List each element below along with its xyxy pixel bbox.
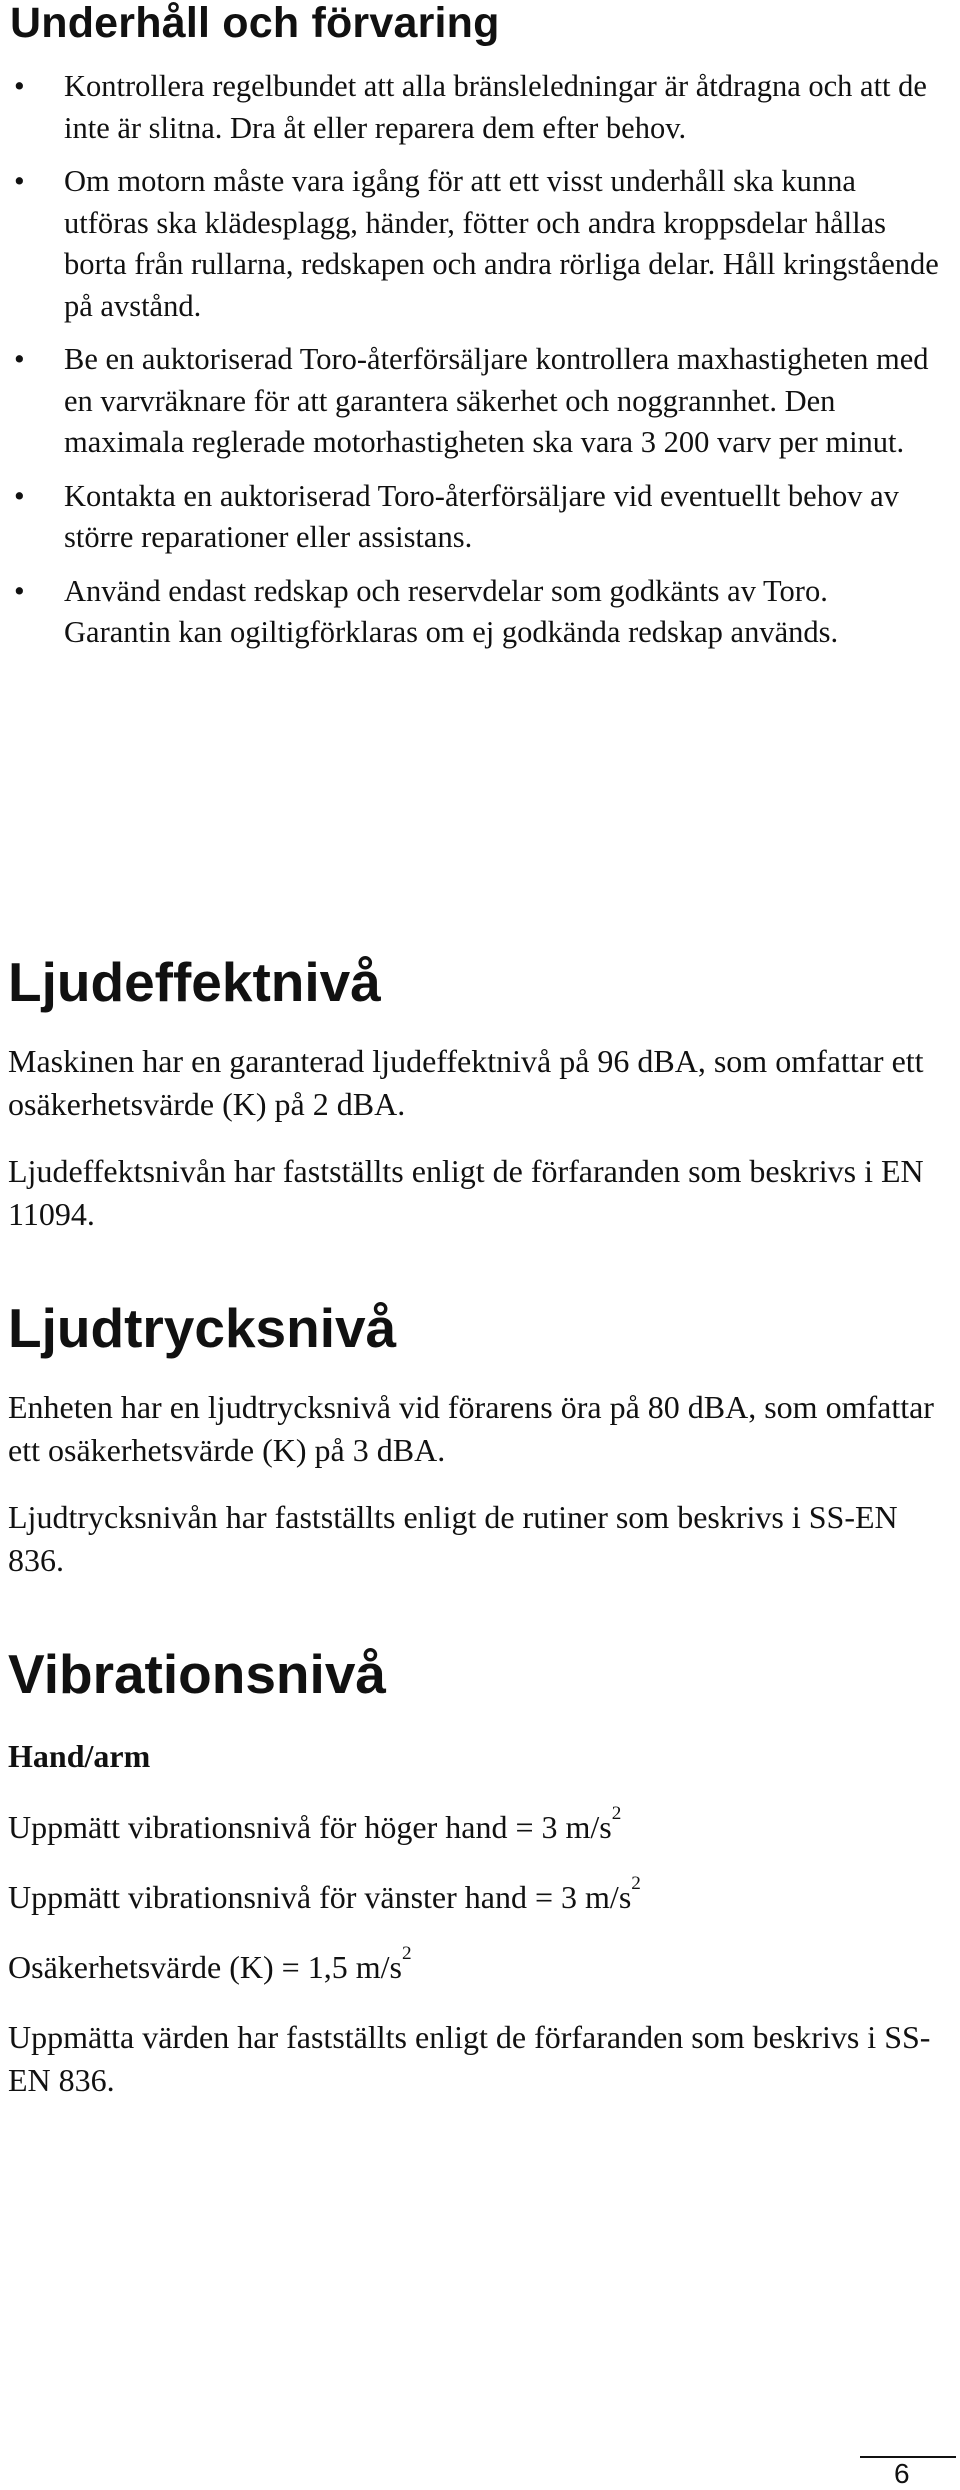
right-hand-vibration: Uppmätt vibrationsnivå för höger hand = 3 $m/s^2$	[8, 1802, 622, 1845]
left-hand-vibration: Uppmätt vibrationsnivå för vänster hand = 3 $m/s^2$	[8, 1872, 641, 1915]
sound-power-paragraph: Maskinen har en garanterad ljudeffektnivå på 96 dBA, som omfattar ett osäkerhetsvärde (K) på 2 dBA.	[8, 1043, 924, 1122]
list-item	[0, 571, 940, 654]
list-item	[0, 476, 940, 559]
bullet-text: Om motorn måste vara igång för att ett visst underhåll ska kunna utföras ska klädesplagg, händer, fötter och andra kroppsdelar hållas borta från rullarna, redskapen och andra rörliga delar. Håll kringstående på avstånd.	[64, 164, 939, 323]
vibration-method-paragraph: Uppmätta värden har fastställts enligt de förfaranden som beskrivs i SS-EN 836.	[8, 2019, 931, 2098]
bullet-icon: •	[14, 164, 25, 198]
sound-pressure-heading: Ljudtrycksnivå	[8, 1297, 397, 1359]
sound-pressure-paragraph: Enheten har en ljudtrycksnivå vid förarens öra på 80 dBA, som omfattar ett osäkerhetsvärde (K) på 3 dBA.	[8, 1389, 934, 1468]
maintenance-heading: Underhåll och förvaring	[10, 0, 500, 47]
bullet-text: Be en auktoriserad Toro-återförsäljare kontrollera maxhastigheten med en varvräknare för att garantera säkerhet och noggrannhet. Den maximala reglerade motorhastigheten ska vara 3 200 varv per minut.	[64, 342, 929, 459]
bullet-icon: •	[14, 69, 25, 103]
list-item	[0, 66, 940, 149]
maintenance-bullet-list	[0, 66, 940, 666]
list-item	[0, 339, 940, 464]
bullet-icon: •	[14, 342, 25, 376]
bullet-icon: •	[14, 573, 25, 608]
vibration-heading: Vibrationsnivå	[8, 1643, 386, 1705]
bullet-text: Använd endast redskap och reservdelar som godkänts av Toro. Garantin kan ogiltigförklaras om ej godkända redskap används.	[64, 573, 839, 649]
bullet-icon: •	[14, 478, 25, 513]
bullet-text: Kontrollera regelbundet att alla bränsleledningar är åtdragna och att de inte är slitna. Dra åt eller reparera dem efter behov.	[64, 69, 927, 145]
list-item	[0, 161, 940, 327]
page-number: 6	[894, 2458, 910, 2489]
sound-power-method-paragraph: Ljudeffektsnivån har fastställts enligt de förfaranden som beskrivs i EN 11094.	[8, 1153, 924, 1232]
sound-pressure-method-paragraph: Ljudtrycksnivån har fastställts enligt de rutiner som beskrivs i SS-EN 836.	[8, 1499, 898, 1578]
vibration-uncertainty: Osäkerhetsvärde (K) = 1,5 $m/s^2$	[8, 1942, 412, 1985]
sound-power-heading: Ljudeffektnivå	[8, 951, 381, 1013]
vibration-subheading: Hand/arm	[8, 1738, 151, 1774]
bullet-text: Kontakta en auktoriserad Toro-återförsäljare vid eventuellt behov av större reparationer eller assistans.	[64, 478, 899, 554]
